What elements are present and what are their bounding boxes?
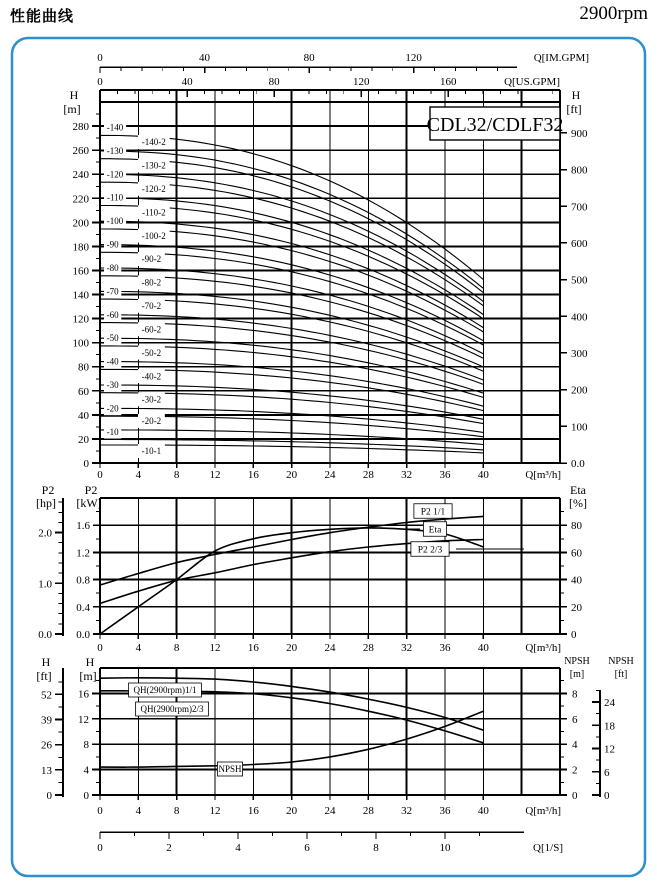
svg-text:24: 24 (604, 697, 615, 710)
svg-text:40: 40 (477, 805, 489, 817)
svg-text:-80-2: -80-2 (141, 277, 162, 288)
svg-text:-60-2: -60-2 (141, 324, 162, 335)
svg-text:0.8: 0.8 (76, 574, 90, 587)
svg-text:40: 40 (181, 76, 193, 88)
svg-text:700: 700 (571, 201, 588, 214)
svg-text:[%]: [%] (569, 496, 587, 510)
svg-text:1.0: 1.0 (38, 578, 52, 591)
svg-text:2.0: 2.0 (38, 527, 52, 540)
svg-text:60: 60 (78, 385, 89, 398)
svg-text:1.2: 1.2 (76, 547, 90, 560)
svg-text:120: 120 (405, 52, 422, 64)
svg-text:-50: -50 (106, 333, 119, 344)
svg-text:16: 16 (247, 642, 259, 654)
svg-text:-80: -80 (106, 263, 119, 274)
svg-text:-90-2: -90-2 (141, 254, 162, 265)
svg-text:20: 20 (571, 601, 582, 614)
svg-text:32: 32 (401, 805, 413, 817)
svg-text:-10-1: -10-1 (141, 446, 162, 457)
svg-text:500: 500 (571, 274, 588, 287)
svg-text:NPSH: NPSH (608, 656, 634, 667)
power-efficiency-chart (36, 483, 587, 654)
svg-text:220: 220 (72, 193, 89, 206)
svg-text:-110: -110 (106, 192, 124, 203)
svg-text:-140: -140 (106, 122, 124, 133)
svg-text:40: 40 (477, 642, 489, 654)
svg-text:-20-2: -20-2 (141, 416, 162, 427)
svg-text:-60: -60 (106, 309, 119, 320)
svg-text:40: 40 (199, 52, 211, 64)
svg-text:2: 2 (166, 842, 172, 854)
svg-text:P2 2/3: P2 2/3 (417, 545, 443, 556)
svg-text:Eta: Eta (428, 525, 442, 536)
svg-text:4: 4 (235, 842, 241, 854)
svg-text:-50-2: -50-2 (141, 347, 162, 358)
svg-text:Q[m³/h]: Q[m³/h] (525, 469, 561, 481)
svg-text:100: 100 (571, 421, 588, 434)
svg-text:QH(2900rpm)1/1: QH(2900rpm)1/1 (133, 685, 197, 696)
svg-text:8: 8 (173, 805, 180, 817)
svg-text:-120-2: -120-2 (141, 184, 166, 195)
svg-text:4: 4 (572, 739, 578, 752)
svg-text:36: 36 (439, 642, 451, 654)
rpm-label: 2900rpm (579, 3, 648, 24)
svg-text:800: 800 (571, 164, 588, 177)
svg-text:13: 13 (41, 764, 52, 777)
svg-text:-130: -130 (106, 145, 124, 156)
svg-text:36: 36 (439, 469, 451, 481)
svg-text:12: 12 (209, 805, 221, 817)
svg-text:[m]: [m] (79, 669, 97, 683)
svg-text:16: 16 (78, 688, 89, 701)
svg-text:-70: -70 (106, 286, 119, 297)
svg-text:300: 300 (571, 347, 588, 360)
svg-text:-30: -30 (106, 379, 119, 390)
svg-text:200: 200 (72, 217, 89, 230)
svg-text:0: 0 (83, 458, 89, 470)
svg-text:Q[1/S]: Q[1/S] (533, 842, 563, 854)
svg-text:4: 4 (135, 469, 142, 481)
svg-text:28: 28 (362, 642, 374, 654)
svg-text:24: 24 (324, 469, 336, 481)
svg-text:[kW]: [kW] (76, 496, 102, 510)
svg-text:Q[US.GPM]: Q[US.GPM] (504, 76, 560, 88)
svg-text:[ft]: [ft] (36, 669, 52, 683)
svg-text:-140-2: -140-2 (141, 137, 166, 148)
svg-text:20: 20 (286, 469, 298, 481)
svg-text:40: 40 (477, 469, 489, 481)
svg-text:28: 28 (362, 805, 374, 817)
svg-text:4: 4 (135, 805, 142, 817)
svg-text:600: 600 (571, 237, 588, 250)
svg-text:24: 24 (324, 805, 336, 817)
svg-text:160: 160 (440, 76, 457, 88)
svg-text:4: 4 (83, 764, 89, 777)
svg-text:100: 100 (72, 337, 89, 350)
svg-text:-100-2: -100-2 (141, 230, 166, 241)
svg-text:Eta: Eta (570, 483, 586, 497)
svg-text:0.0: 0.0 (571, 458, 585, 470)
svg-text:0: 0 (571, 629, 577, 641)
svg-text:0: 0 (572, 790, 578, 802)
svg-text:36: 36 (439, 805, 451, 817)
svg-text:1.6: 1.6 (76, 520, 90, 533)
svg-text:180: 180 (72, 241, 89, 254)
svg-text:0: 0 (46, 790, 52, 802)
svg-text:0: 0 (97, 52, 103, 64)
svg-text:[m]: [m] (569, 669, 585, 680)
svg-text:-130-2: -130-2 (141, 160, 166, 171)
svg-text:18: 18 (604, 720, 615, 733)
svg-text:8: 8 (572, 688, 578, 701)
svg-text:28: 28 (362, 469, 374, 481)
svg-text:900: 900 (571, 127, 588, 140)
svg-text:12: 12 (209, 642, 221, 654)
svg-text:H: H (571, 88, 581, 102)
svg-text:40: 40 (78, 409, 89, 422)
svg-text:0: 0 (97, 842, 103, 854)
svg-text:280: 280 (72, 121, 89, 134)
svg-text:0: 0 (97, 469, 103, 481)
svg-text:-70-2: -70-2 (141, 301, 162, 312)
svg-text:60: 60 (571, 547, 582, 560)
svg-text:CDL32/CDLF32: CDL32/CDLF32 (426, 114, 564, 136)
panel-border (12, 38, 645, 876)
svg-text:[ft]: [ft] (566, 102, 582, 116)
svg-text:Q[m³/h]: Q[m³/h] (525, 642, 561, 654)
svg-text:40: 40 (571, 574, 582, 587)
svg-text:-10: -10 (106, 426, 119, 437)
svg-text:P2 1/1: P2 1/1 (420, 507, 446, 518)
svg-text:-40-2: -40-2 (141, 371, 162, 382)
svg-text:52: 52 (41, 689, 52, 702)
svg-text:-100: -100 (106, 216, 124, 227)
svg-text:0: 0 (97, 642, 103, 654)
svg-text:140: 140 (72, 289, 89, 302)
svg-text:H: H (69, 88, 79, 102)
svg-text:80: 80 (303, 52, 315, 64)
svg-text:-30-2: -30-2 (141, 394, 162, 405)
head-capacity-chart (63, 52, 589, 481)
svg-text:120: 120 (72, 313, 89, 326)
svg-text:-90: -90 (106, 239, 119, 250)
svg-text:8: 8 (83, 739, 89, 752)
svg-text:260: 260 (72, 145, 89, 158)
svg-text:26: 26 (41, 739, 52, 752)
svg-text:12: 12 (209, 469, 221, 481)
svg-text:8: 8 (373, 842, 379, 854)
svg-text:6: 6 (572, 713, 578, 726)
svg-text:P2: P2 (84, 483, 98, 497)
svg-text:8: 8 (173, 469, 180, 481)
svg-text:P2: P2 (41, 483, 55, 497)
svg-text:0: 0 (604, 790, 610, 802)
svg-text:0: 0 (97, 805, 103, 817)
svg-text:NPSH: NPSH (564, 656, 590, 667)
svg-text:[m]: [m] (63, 102, 81, 116)
svg-text:-20: -20 (106, 403, 119, 414)
svg-text:20: 20 (78, 433, 89, 446)
svg-text:12: 12 (604, 743, 615, 756)
svg-text:0.0: 0.0 (76, 629, 90, 641)
page-title: 性能曲线 (10, 7, 75, 25)
svg-text:-40: -40 (106, 356, 119, 367)
svg-text:Q[m³/h]: Q[m³/h] (525, 805, 561, 817)
svg-text:0.4: 0.4 (76, 601, 90, 614)
svg-text:QH(2900rpm)2/3: QH(2900rpm)2/3 (140, 704, 204, 715)
svg-text:80: 80 (78, 361, 89, 374)
svg-text:2: 2 (572, 764, 578, 777)
svg-text:[hp]: [hp] (36, 496, 56, 510)
svg-text:-110-2: -110-2 (141, 207, 166, 218)
svg-text:200: 200 (571, 384, 588, 397)
qh-npsh-chart (36, 655, 633, 854)
svg-text:16: 16 (247, 805, 259, 817)
svg-text:Q[IM.GPM]: Q[IM.GPM] (533, 52, 589, 64)
svg-text:160: 160 (72, 265, 89, 278)
svg-text:NPSH: NPSH (218, 764, 242, 775)
svg-text:240: 240 (72, 169, 89, 182)
svg-text:80: 80 (571, 520, 582, 533)
svg-text:20: 20 (286, 642, 298, 654)
svg-text:24: 24 (324, 642, 336, 654)
svg-text:-120: -120 (106, 169, 124, 180)
svg-text:12: 12 (78, 713, 89, 726)
svg-text:39: 39 (41, 714, 52, 727)
svg-text:[ft]: [ft] (614, 669, 628, 680)
svg-text:32: 32 (401, 469, 413, 481)
svg-text:6: 6 (604, 766, 610, 779)
svg-text:8: 8 (173, 642, 180, 654)
svg-text:4: 4 (135, 642, 142, 654)
svg-text:H: H (85, 655, 95, 669)
svg-text:0.0: 0.0 (38, 629, 52, 641)
svg-text:20: 20 (286, 805, 298, 817)
svg-text:120: 120 (352, 76, 370, 88)
svg-text:H: H (41, 655, 51, 669)
svg-text:80: 80 (268, 76, 280, 88)
svg-text:16: 16 (247, 469, 259, 481)
svg-text:10: 10 (439, 842, 451, 854)
svg-text:6: 6 (304, 842, 310, 854)
svg-text:0: 0 (83, 790, 89, 802)
svg-text:0: 0 (97, 76, 103, 88)
svg-text:400: 400 (571, 311, 588, 324)
svg-text:32: 32 (401, 642, 413, 654)
